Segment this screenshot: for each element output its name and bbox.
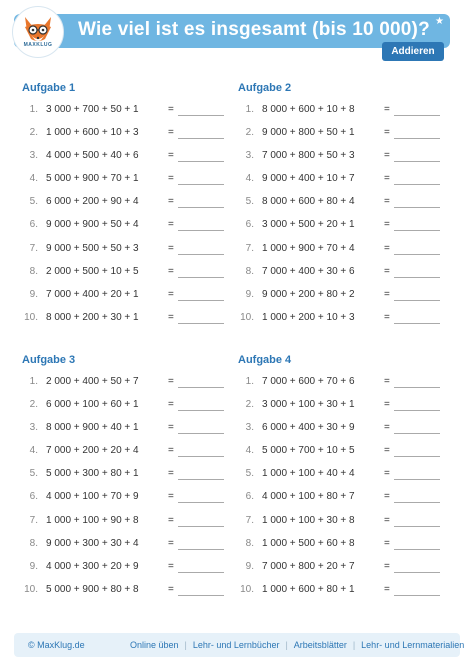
block-title: Aufgabe 4 [238,354,292,366]
answer-line[interactable] [178,300,224,301]
exercise-expression: 4 000 + 500 + 40 + 6 [46,150,139,162]
equals-sign: = [384,560,390,572]
footer [14,633,465,657]
exercise-number: 10. [240,311,254,323]
answer-line[interactable] [178,572,224,573]
answer-line[interactable] [394,479,440,480]
exercise-number: 3. [245,422,254,434]
equals-sign: = [384,422,390,434]
answer-line[interactable] [394,456,440,457]
exercise-expression: 1 000 + 600 + 80 + 1 [262,583,355,595]
exercise-expression: 3 000 + 700 + 50 + 1 [46,104,139,115]
exercise-number: 7. [245,242,254,254]
exercise-block [238,354,448,607]
exercise-number: 8. [245,537,254,549]
exercise-number: 7. [29,514,38,526]
exercise-row [22,243,232,266]
equals-sign: = [168,311,174,323]
exercise-row [238,312,448,335]
exercise-number: 2. [29,399,38,411]
exercise-row [238,127,448,150]
exercise-number: 9. [245,560,254,572]
exercise-row [238,173,448,196]
exercise-number: 9. [245,288,254,300]
exercise-row [238,196,448,219]
exercise-row [22,538,232,561]
answer-line[interactable] [178,254,224,255]
equals-sign: = [384,537,390,549]
answer-line[interactable] [394,161,440,162]
equals-sign: = [384,219,390,231]
answer-line[interactable] [394,138,440,139]
exercise-expression: 4 000 + 300 + 20 + 9 [46,560,139,572]
equals-sign: = [384,468,390,480]
exercise-number: 7. [245,514,254,526]
exercise-number: 5. [29,196,38,208]
exercise-expression: 1 000 + 100 + 40 + 4 [262,468,355,480]
equals-sign: = [384,445,390,457]
exercise-number: 4. [29,445,38,457]
answer-line[interactable] [394,277,440,278]
exercise-number: 2. [29,127,38,139]
equals-sign: = [168,537,174,549]
exercise-expression: 1 000 + 600 + 10 + 3 [46,127,139,139]
exercise-number: 6. [29,491,38,503]
equals-sign: = [168,468,174,480]
exercise-row [238,584,448,607]
exercise-expression: 4 000 + 100 + 70 + 9 [46,491,139,503]
equals-sign: = [384,104,390,115]
footer-link-materials[interactable]: Lehr- und Lernmaterialien [361,640,465,650]
answer-line[interactable] [394,595,440,596]
exercise-number: 8. [29,265,38,277]
answer-line[interactable] [178,456,224,457]
exercise-expression: 1 000 + 900 + 70 + 4 [262,242,355,254]
star-icon: ★ [435,16,444,27]
exercise-expression: 5 000 + 900 + 70 + 1 [46,173,139,185]
exercise-row [22,561,232,584]
equals-sign: = [168,265,174,277]
block-title: Aufgabe 1 [22,82,76,94]
exercise-expression: 7 000 + 800 + 20 + 7 [262,560,355,572]
answer-line[interactable] [394,387,440,388]
exercise-row [238,150,448,173]
exercise-number: 10. [24,311,38,323]
exercise-expression: 6 000 + 100 + 60 + 1 [46,399,139,411]
answer-line[interactable] [394,254,440,255]
exercise-expression: 8 000 + 600 + 80 + 4 [262,196,355,208]
answer-line[interactable] [394,207,440,208]
exercise-expression: 1 000 + 100 + 30 + 8 [262,514,355,526]
equals-sign: = [168,445,174,457]
answer-line[interactable] [178,433,224,434]
topic-tag: Addieren [382,42,444,61]
answer-line[interactable] [178,549,224,550]
exercise-row [238,219,448,242]
footer-separator: | [184,640,187,650]
exercise-expression: 9 000 + 300 + 30 + 4 [46,537,139,549]
exercise-expression: 8 000 + 900 + 40 + 1 [46,422,139,434]
exercise-expression: 9 000 + 200 + 80 + 2 [262,288,355,300]
answer-line[interactable] [394,323,440,324]
exercise-row [22,468,232,491]
exercise-row [22,584,232,607]
equals-sign: = [384,583,390,595]
exercise-expression: 7 000 + 800 + 50 + 3 [262,150,355,162]
exercise-number: 4. [245,445,254,457]
answer-line[interactable] [178,115,224,116]
exercise-number: 1. [29,376,38,387]
exercise-expression: 3 000 + 500 + 20 + 1 [262,219,355,231]
exercise-block [238,82,448,335]
exercise-number: 10. [24,583,38,595]
equals-sign: = [384,399,390,411]
exercise-row [238,376,448,399]
exercise-number: 5. [245,196,254,208]
exercise-number: 8. [245,265,254,277]
footer-separator: | [285,640,288,650]
exercise-expression: 5 000 + 700 + 10 + 5 [262,445,355,457]
exercise-expression: 9 000 + 800 + 50 + 1 [262,127,355,139]
exercise-block [22,82,232,335]
exercise-row [22,399,232,422]
exercise-number: 3. [29,422,38,434]
equals-sign: = [168,399,174,411]
answer-line[interactable] [394,572,440,573]
answer-line[interactable] [178,502,224,503]
maxklug-logo [12,6,64,58]
equals-sign: = [384,242,390,254]
exercise-number: 8. [29,537,38,549]
answer-line[interactable] [178,138,224,139]
exercise-expression: 9 000 + 900 + 50 + 4 [46,219,139,231]
exercise-expression: 3 000 + 100 + 30 + 1 [262,399,355,411]
exercise-row [238,266,448,289]
footer-separator: | [352,640,356,650]
exercise-expression: 4 000 + 100 + 80 + 7 [262,491,355,503]
exercise-row [238,243,448,266]
exercise-row [22,173,232,196]
page-title: Wie viel ist es insgesamt (bis 10 000)? [78,19,430,40]
exercise-row [238,468,448,491]
equals-sign: = [168,242,174,254]
exercise-number: 6. [29,219,38,231]
logo-text: MAXKLUG [23,42,53,48]
equals-sign: = [384,288,390,300]
exercise-expression: 7 000 + 400 + 30 + 6 [262,265,355,277]
answer-line[interactable] [394,115,440,116]
equals-sign: = [168,560,174,572]
fox-icon [13,7,63,57]
equals-sign: = [384,491,390,503]
equals-sign: = [168,583,174,595]
equals-sign: = [384,173,390,185]
exercise-number: 9. [29,288,38,300]
exercise-number: 4. [245,173,254,185]
exercise-row [22,289,232,312]
exercise-expression: 5 000 + 300 + 80 + 1 [46,468,139,480]
exercise-row [22,491,232,514]
exercise-row [22,104,232,127]
footer-links [130,640,464,650]
answer-line[interactable] [394,410,440,411]
answer-line[interactable] [178,184,224,185]
footer-link-books[interactable]: Lehr- und Lernbücher [192,640,280,650]
exercise-row [22,422,232,445]
exercise-number: 4. [29,173,38,185]
exercise-expression: 9 000 + 400 + 10 + 7 [262,173,355,185]
equals-sign: = [384,265,390,277]
block-title: Aufgabe 2 [238,82,292,94]
equals-sign: = [384,127,390,139]
exercise-row [238,561,448,584]
exercise-number: 5. [29,468,38,480]
exercise-row [22,376,232,399]
answer-line[interactable] [394,184,440,185]
exercise-row [238,445,448,468]
exercise-number: 10. [240,583,254,595]
answer-line[interactable] [178,595,224,596]
answer-line[interactable] [394,549,440,550]
equals-sign: = [384,514,390,526]
block-title: Aufgabe 3 [22,354,76,366]
exercise-expression: 5 000 + 900 + 80 + 8 [46,583,139,595]
exercise-expression: 6 000 + 200 + 90 + 4 [46,196,139,208]
exercise-row [238,538,448,561]
equals-sign: = [384,196,390,208]
answer-line[interactable] [394,433,440,434]
exercise-row [238,491,448,514]
exercise-expression: 2 000 + 500 + 10 + 5 [46,265,139,277]
exercise-expression: 8 000 + 600 + 10 + 8 [262,104,355,115]
exercise-row [22,219,232,242]
exercise-row [238,399,448,422]
equals-sign: = [168,150,174,162]
exercise-row [22,150,232,173]
exercise-row [22,127,232,150]
exercise-number: 3. [245,150,254,162]
answer-line[interactable] [178,387,224,388]
exercise-expression: 7 000 + 200 + 20 + 4 [46,445,139,457]
answer-line[interactable] [178,277,224,278]
exercise-row [22,312,232,335]
equals-sign: = [384,376,390,387]
answer-line[interactable] [178,479,224,480]
footer-copyright: © MaxKlug.de [28,640,85,650]
equals-sign: = [168,104,174,115]
answer-line[interactable] [394,300,440,301]
exercise-expression: 7 000 + 400 + 20 + 1 [46,288,139,300]
exercise-expression: 6 000 + 400 + 30 + 9 [262,422,355,434]
answer-line[interactable] [178,207,224,208]
exercise-number: 1. [29,104,38,115]
answer-line[interactable] [178,323,224,324]
exercise-expression: 1 000 + 200 + 10 + 3 [262,311,355,323]
exercise-expression: 1 000 + 100 + 90 + 8 [46,514,139,526]
answer-line[interactable] [394,230,440,231]
exercise-row [238,422,448,445]
exercise-row [238,104,448,127]
equals-sign: = [168,376,174,387]
exercise-expression: 8 000 + 200 + 30 + 1 [46,311,139,323]
equals-sign: = [384,150,390,162]
exercise-number: 7. [29,242,38,254]
answer-line[interactable] [178,526,224,527]
equals-sign: = [168,219,174,231]
equals-sign: = [384,311,390,323]
exercise-block [22,354,232,607]
exercise-number: 6. [245,219,254,231]
answer-line[interactable] [394,502,440,503]
exercise-number: 2. [245,399,254,411]
exercise-number: 9. [29,560,38,572]
answer-line[interactable] [178,230,224,231]
answer-line[interactable] [394,526,440,527]
exercise-number: 1. [245,376,254,387]
answer-line[interactable] [178,161,224,162]
equals-sign: = [168,514,174,526]
equals-sign: = [168,422,174,434]
exercise-row [22,266,232,289]
exercise-row [238,289,448,312]
exercise-number: 6. [245,491,254,503]
exercise-expression: 2 000 + 400 + 50 + 7 [46,376,139,387]
footer-link-worksheets[interactable]: Arbeitsblätter [293,640,347,650]
exercise-row [22,445,232,468]
exercise-number: 2. [245,127,254,139]
exercise-row [238,515,448,538]
footer-link-online[interactable]: Online üben [130,640,179,650]
equals-sign: = [168,491,174,503]
equals-sign: = [168,196,174,208]
exercise-expression: 1 000 + 500 + 60 + 8 [262,537,355,549]
equals-sign: = [168,288,174,300]
exercise-row [22,196,232,219]
exercise-number: 3. [29,150,38,162]
answer-line[interactable] [178,410,224,411]
exercise-expression: 7 000 + 600 + 70 + 6 [262,376,355,387]
equals-sign: = [168,173,174,185]
exercise-number: 1. [245,104,254,115]
exercise-expression: 9 000 + 500 + 50 + 3 [46,242,139,254]
exercise-number: 5. [245,468,254,480]
equals-sign: = [168,127,174,139]
exercise-row [22,515,232,538]
